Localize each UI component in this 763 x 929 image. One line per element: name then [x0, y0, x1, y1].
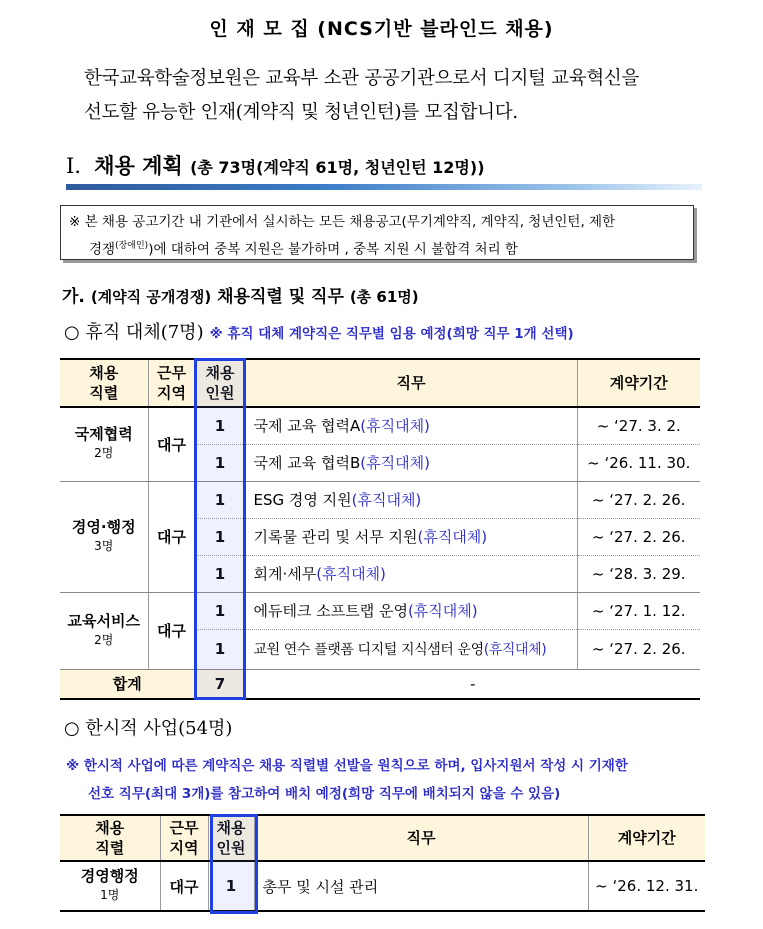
- intro-line-2: 선도할 유능한 인재(계약직 및 청년인턴)를 모집합니다.: [84, 102, 518, 123]
- hire-count: 1: [195, 555, 245, 592]
- total-row: [60, 669, 700, 699]
- job-cell: ESG 경영 지원(휴직대체): [245, 481, 577, 518]
- group-label: 경영행정 1명: [60, 861, 160, 911]
- notice-text-b: )에 대하여 중복 지원은 불가하며 , 중복 지원 시 불합격 처리 함: [148, 241, 518, 258]
- header-period: 계약기간: [588, 815, 705, 861]
- header-hires: 채용 인원: [208, 815, 254, 861]
- job-cell: 회계·세무(휴직대체): [245, 555, 577, 592]
- section-underline-bar: [66, 184, 702, 190]
- block2-heading: ○ 한시적 사업(54명): [64, 718, 233, 739]
- period-cell: ~ ‘27. 2. 26.: [577, 629, 700, 669]
- period-cell: ~ ‘28. 3. 29.: [577, 555, 700, 592]
- section-title: 채용 계획: [94, 154, 183, 178]
- subsection-paren: (계약직 공개경쟁): [90, 288, 212, 306]
- header-series: 채용 직렬: [60, 359, 148, 407]
- total-dash: -: [245, 669, 700, 699]
- section-heading: [66, 150, 485, 180]
- period-cell: ~ ‘26. 12. 31.: [588, 861, 705, 911]
- period-cell: ~ ‘26. 11. 30.: [577, 444, 700, 481]
- region-cell: 대구: [160, 861, 208, 911]
- block1-note: ※ 휴직 대체 계약직은 직무별 임용 예정(희망 직무 1개 선택): [209, 326, 574, 342]
- table-row: [60, 592, 700, 629]
- block2-note: [66, 752, 706, 808]
- intro-text: [84, 62, 714, 130]
- table-leave-replacement: [60, 358, 700, 700]
- period-cell: ~ ‘27. 3. 2.: [577, 407, 700, 444]
- hire-count: 1: [195, 629, 245, 669]
- hire-count: 1: [195, 407, 245, 444]
- period-cell: ~ ‘27. 1. 12.: [577, 592, 700, 629]
- subsection-count: (총 61명): [349, 288, 419, 306]
- job-cell: 기록물 관리 및 서무 지원(휴직대체): [245, 518, 577, 555]
- section-subtitle: (총 73명(계약직 61명, 청년인턴 12명)): [190, 158, 485, 177]
- subsection-heading: [62, 282, 419, 307]
- table-row: [60, 407, 700, 444]
- header-region: 근무 지역: [148, 359, 195, 407]
- header-hires: 채용 인원: [195, 359, 245, 407]
- group-label: 교육서비스 2명: [60, 592, 148, 669]
- section-number: Ⅰ.: [66, 154, 81, 178]
- block2-note-line-1: ※ 한시적 사업에 따른 계약직은 채용 직렬별 선발을 원칙으로 하며, 입사지원서 작성 시 기재한: [66, 758, 628, 774]
- region-cell: 대구: [148, 407, 195, 481]
- notice-superscript: (장애인): [115, 241, 149, 251]
- table-row: [60, 481, 700, 518]
- job-cell: 교원 연수 플랫폼 디지털 지식샘터 운영(휴직대체): [245, 629, 577, 669]
- hire-count: 1: [195, 444, 245, 481]
- intro-line-1: 한국교육학술정보원은 교육부 소관 공공기관으로서 디지털 교육혁신을: [84, 68, 640, 89]
- table-row: [60, 861, 705, 911]
- header-job: 직무: [254, 815, 588, 861]
- hire-count: 1: [195, 592, 245, 629]
- region-cell: 대구: [148, 592, 195, 669]
- block2-note-line-2: 선호 직무(최대 3개)를 참고하여 배치 예정(희망 직무에 배치되지 않을 수 있음): [88, 786, 561, 802]
- page-title: 인 재 모 집 (NCS기반 블라인드 채용): [209, 18, 554, 40]
- header-series: 채용 직렬: [60, 815, 160, 861]
- table-header-row: [60, 815, 705, 861]
- notice-box: [60, 205, 694, 260]
- table-header-row: [60, 359, 700, 407]
- total-value: 7: [195, 669, 245, 699]
- hire-count: 1: [208, 861, 254, 911]
- period-cell: ~ ‘27. 2. 26.: [577, 518, 700, 555]
- hire-count: 1: [195, 518, 245, 555]
- header-period: 계약기간: [577, 359, 700, 407]
- total-label: 합계: [60, 669, 195, 699]
- job-cell: 총무 및 시설 관리: [254, 861, 588, 911]
- header-job: 직무: [245, 359, 577, 407]
- period-cell: ~ ‘27. 2. 26.: [577, 481, 700, 518]
- job-cell: 국제 교육 협력B(휴직대체): [245, 444, 577, 481]
- block1-heading: [64, 318, 574, 344]
- notice-line-2: [69, 234, 685, 262]
- region-cell: 대구: [148, 481, 195, 592]
- group-label: 경영·행정 3명: [60, 481, 148, 592]
- subsection-title: 채용직렬 및 직무: [217, 287, 344, 307]
- job-cell: 에듀테크 소프트랩 운영(휴직대체): [245, 592, 577, 629]
- job-cell: 국제 교육 협력A(휴직대체): [245, 407, 577, 444]
- notice-text-a: 경쟁: [89, 241, 116, 258]
- group-label: 국제협력 2명: [60, 407, 148, 481]
- notice-line-1: ※ 본 채용 공고기간 내 기관에서 실시하는 모든 채용공고(무기계약직, 계약직, 청년인턴, 제한: [69, 214, 616, 230]
- header-region: 근무 지역: [160, 815, 208, 861]
- subsection-prefix: 가.: [62, 287, 85, 307]
- hire-count: 1: [195, 481, 245, 518]
- table-temporary-project: [60, 814, 705, 912]
- block1-title: ○ 휴직 대체(7명): [64, 322, 204, 343]
